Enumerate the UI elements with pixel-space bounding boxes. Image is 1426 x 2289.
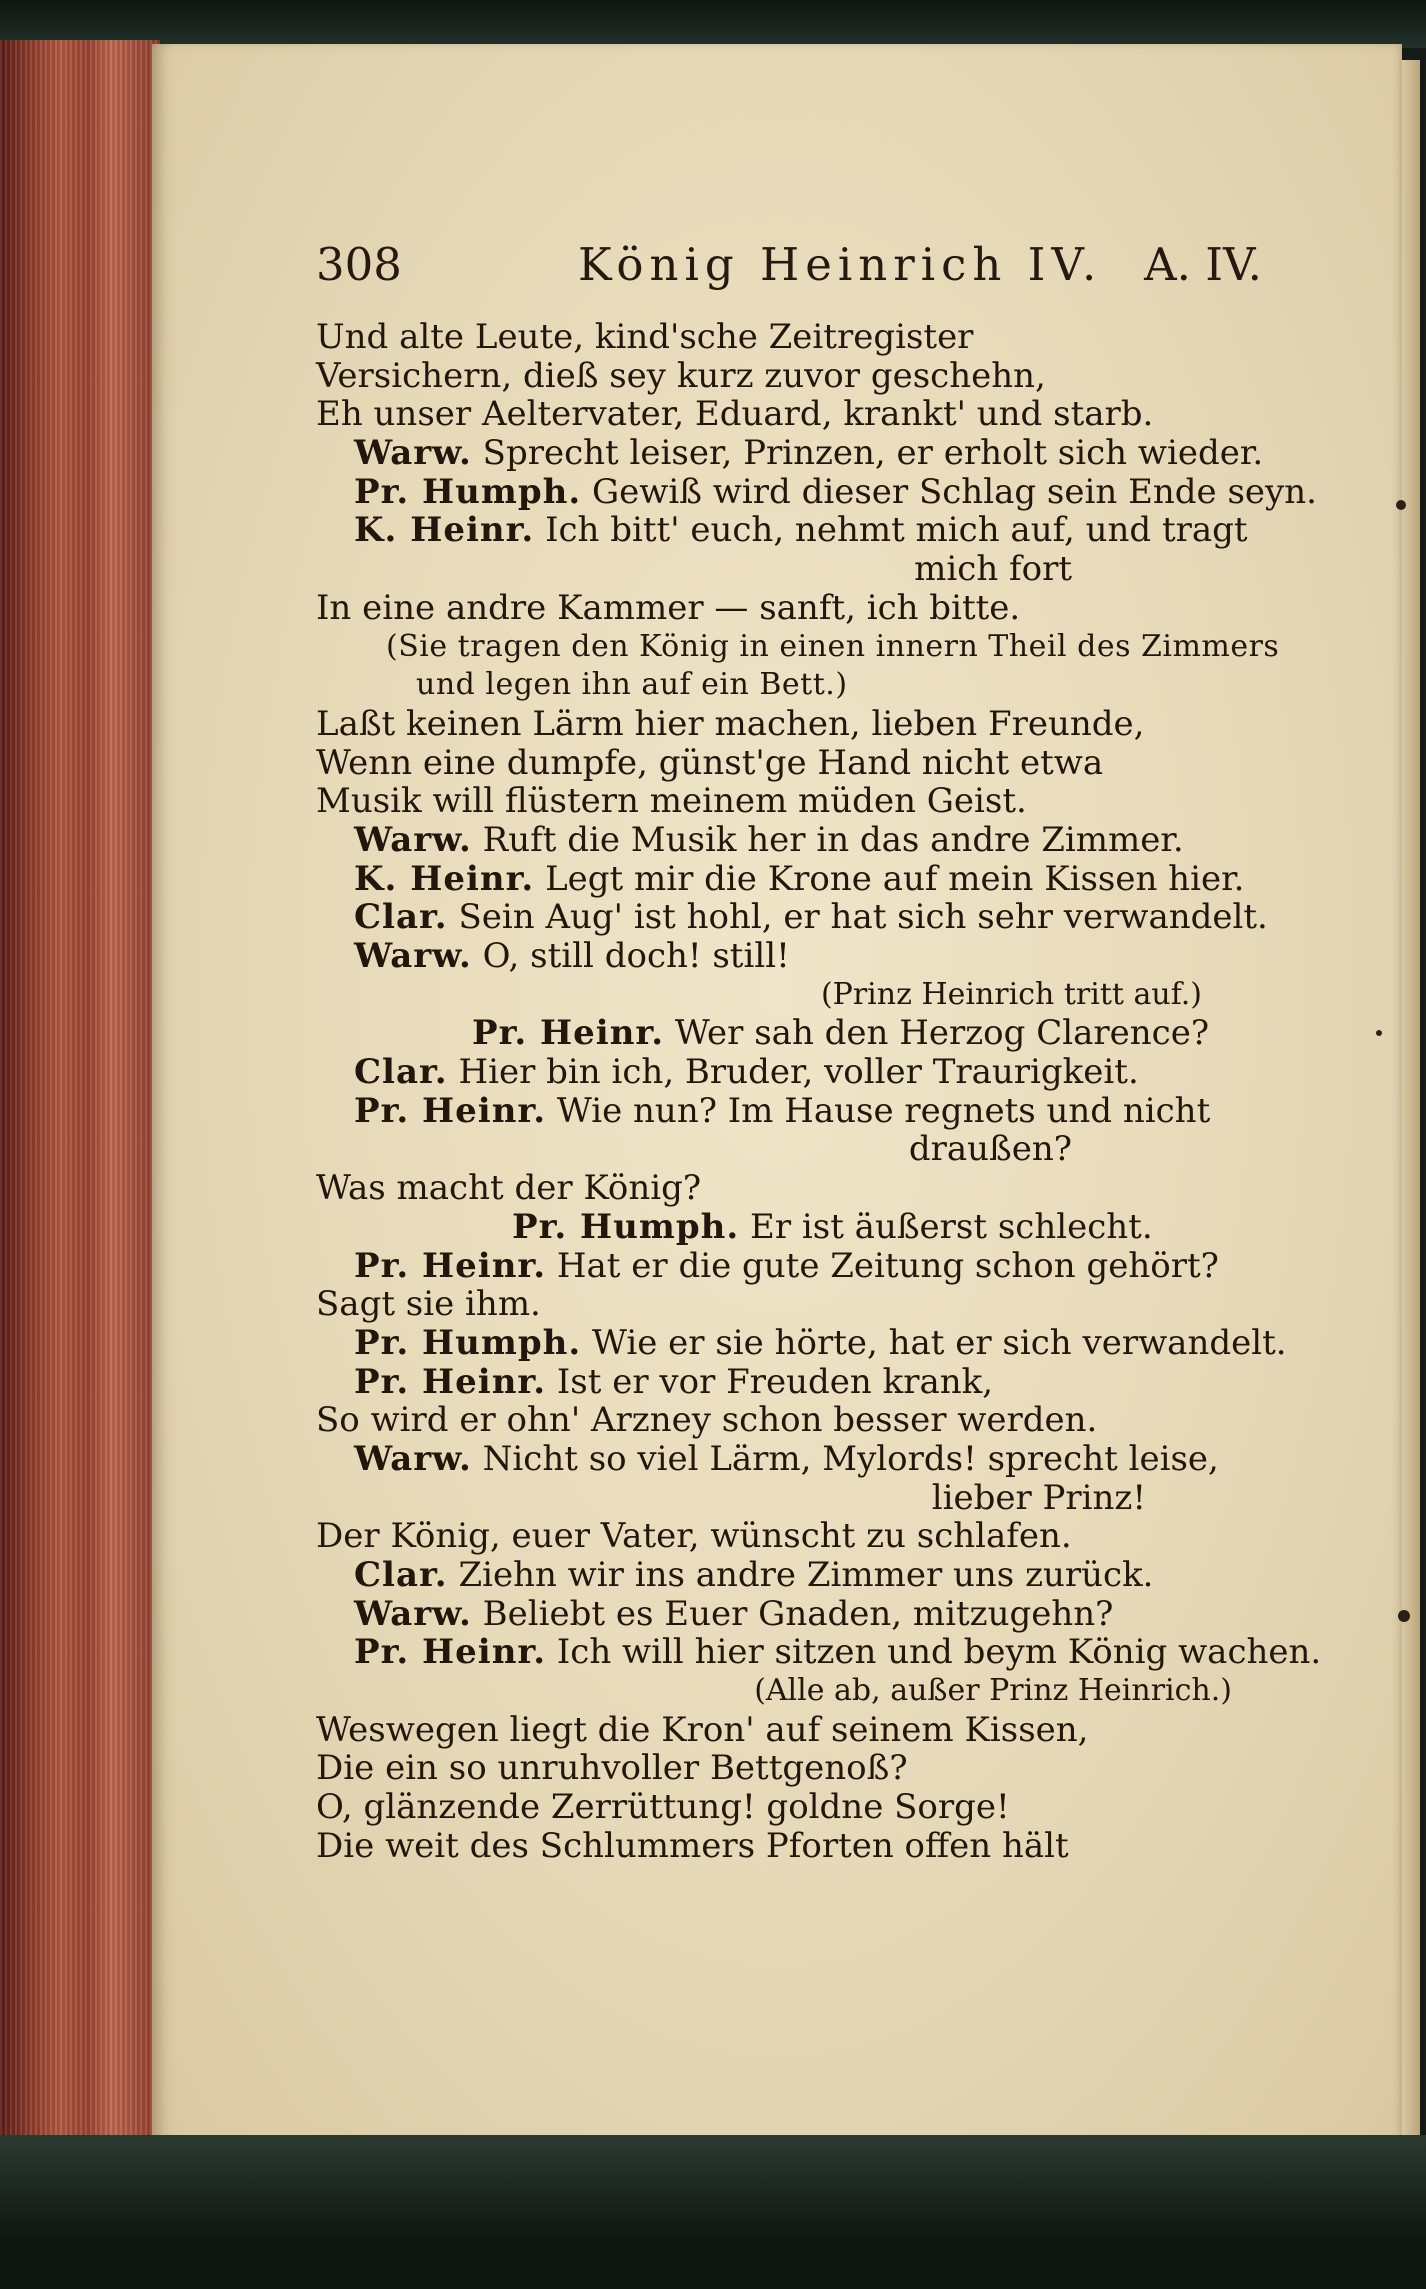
line-text: So wird er ohn' Arzney schon besser werden.: [316, 1400, 1098, 1441]
page-edges-left: [0, 40, 160, 2160]
line-text: Hat er die gute Zeitung schon gehört?: [556, 1245, 1219, 1286]
text-line: [316, 589, 1262, 628]
line-text: Gewiß wird dieser Schlag sein Ende seyn.: [592, 471, 1317, 512]
line-text: Wie er sie hörte, hat er sich verwandelt.: [592, 1322, 1287, 1363]
text-line: [316, 937, 1262, 976]
speaker-name: Warw.: [354, 819, 472, 860]
line-text: Wer sah den Herzog Clarence?: [674, 1013, 1210, 1054]
stage-direction: [316, 1672, 1262, 1711]
text-line: [316, 1517, 1262, 1556]
text-line: [316, 1711, 1262, 1750]
speaker-name: Pr. Heinr.: [472, 1013, 665, 1054]
line-text: In eine andre Kammer — sanft, ich bitte.: [316, 587, 1021, 628]
line-text: lieber Prinz!: [931, 1477, 1146, 1518]
text-line: [316, 550, 1262, 589]
line-text: Ich bitt' euch, nehmt mich auf, und tragt: [545, 510, 1248, 551]
speaker-name: Clar.: [354, 1555, 448, 1595]
margin-speck: [1376, 1030, 1382, 1036]
text-line: [316, 705, 1262, 744]
line-text: Weswegen liegt die Kron' auf seinem Kissen,: [316, 1709, 1089, 1750]
line-text: Wenn eine dumpfe, günst'ge Hand nicht etwa: [316, 742, 1104, 783]
speaker-name: Clar.: [354, 897, 448, 938]
line-text: Der König, euer Vater, wünscht zu schlafen.: [316, 1516, 1072, 1557]
text-line: [316, 511, 1262, 550]
line-text: Wie nun? Im Hause regnets und nicht: [556, 1090, 1211, 1131]
text-line: [316, 782, 1262, 821]
act-indicator: A. IV.: [1144, 238, 1262, 291]
line-text: Legt mir die Krone auf mein Kissen hier.: [545, 858, 1245, 899]
text-line: [316, 1363, 1262, 1402]
line-text: Beliebt es Euer Gnaden, mitzugehn?: [482, 1593, 1114, 1634]
text-line: [316, 357, 1262, 396]
text-line: [316, 860, 1262, 899]
line-text: Eh unser Aeltervater, Eduard, krankt' und starb.: [316, 394, 1154, 435]
line-text: (Sie tragen den König in einen innern Theil des Zimmers: [386, 628, 1280, 664]
running-title: König Heinrich IV.: [578, 238, 1103, 291]
line-text: (Alle ab, außer Prinz Heinrich.): [754, 1673, 1232, 1709]
text-line: [316, 821, 1262, 860]
line-text: mich fort: [914, 549, 1072, 590]
stage-direction: [316, 666, 1262, 705]
play-text: [316, 317, 1322, 1866]
line-text: Ist er vor Freuden krank,: [556, 1361, 994, 1402]
text-line: [316, 897, 1268, 938]
text-line: [316, 1479, 1262, 1518]
speaker-name: K. Heinr.: [354, 858, 535, 899]
speaker-name: K. Heinr.: [354, 510, 535, 551]
line-text: Laßt keinen Lärm hier machen, lieben Freunde,: [316, 703, 1145, 744]
speaker-name: Warw.: [354, 1438, 472, 1479]
speaker-name: Warw.: [354, 1593, 472, 1634]
line-text: draußen?: [908, 1129, 1072, 1170]
speaker-name: Warw.: [354, 433, 472, 474]
text-line: [316, 1014, 1262, 1053]
line-text: Ich will hier sitzen und beym König wachen.: [556, 1632, 1322, 1673]
running-head: [316, 238, 1262, 308]
speaker-name: Pr. Heinr.: [354, 1361, 547, 1402]
text-line: [316, 1053, 1262, 1092]
line-text: Sagt sie ihm.: [316, 1284, 541, 1325]
line-text: Musik will flüstern meinem müden Geist.: [316, 781, 1027, 822]
speaker-name: Warw.: [354, 936, 472, 976]
text-line: [316, 1208, 1262, 1247]
stage-direction: [316, 976, 1262, 1015]
text-line: [316, 1092, 1262, 1131]
speaker-name: Pr. Humph.: [512, 1206, 740, 1247]
text-line: [316, 1247, 1262, 1286]
text-line: [316, 1322, 1287, 1363]
line-text: Nicht so viel Lärm, Mylords! sprecht leise,: [482, 1438, 1219, 1479]
page-number: 308: [316, 238, 402, 291]
line-text: Hier bin ich, Bruder, voller Traurigkeit.: [458, 1052, 1139, 1093]
line-text: O, still doch! still!: [482, 936, 790, 976]
speaker-name: Pr. Heinr.: [354, 1090, 547, 1131]
text-line: [316, 1285, 1262, 1324]
speaker-name: Pr. Heinr.: [354, 1632, 547, 1673]
line-text: Und alte Leute, kind'sche Zeitregister: [316, 317, 974, 357]
text-line: [316, 1401, 1262, 1440]
line-text: Er ist äußerst schlecht.: [750, 1206, 1153, 1247]
text-line: [316, 318, 1262, 357]
line-text: und legen ihn auf ein Bett.): [416, 667, 848, 703]
line-text: Ruft die Musik her in das andre Zimmer.: [482, 819, 1184, 860]
text-line: [316, 1749, 1262, 1788]
text-line: [316, 1632, 1322, 1673]
cover-bottom-edge: [0, 2135, 1426, 2289]
line-text: Ziehn wir ins andre Zimmer uns zurück.: [458, 1555, 1154, 1595]
text-line: [316, 434, 1262, 473]
text-line: [316, 395, 1262, 434]
line-text: Die ein so unruhvoller Bettgenoß?: [316, 1748, 908, 1789]
text-line: [316, 1788, 1262, 1827]
line-text: Sprecht leiser, Prinzen, er erholt sich wieder.: [482, 433, 1264, 474]
text-line: [316, 1827, 1262, 1866]
text-line: [316, 1440, 1262, 1479]
line-text: Was macht der König?: [316, 1168, 702, 1209]
line-text: Die weit des Schlummers Pforten offen hält: [316, 1825, 1069, 1866]
margin-speck: [1398, 1610, 1410, 1622]
text-line: [316, 744, 1262, 783]
text-line: [316, 471, 1317, 512]
text-line: [316, 1595, 1262, 1634]
line-text: O, glänzende Zerrüttung! goldne Sorge!: [316, 1787, 1010, 1828]
stage-direction: [316, 628, 1280, 667]
margin-speck: [1396, 500, 1406, 510]
speaker-name: Pr. Humph.: [354, 471, 582, 512]
text-line: [316, 1169, 1262, 1208]
cover-top-edge: [0, 0, 1426, 48]
line-text: Versichern, dieß sey kurz zuvor geschehn,: [316, 355, 1046, 396]
speaker-name: Clar.: [354, 1052, 448, 1093]
text-line: [316, 1556, 1262, 1595]
speaker-name: Pr. Heinr.: [354, 1245, 547, 1286]
text-line: [316, 1130, 1262, 1169]
speaker-name: Pr. Humph.: [354, 1322, 582, 1363]
line-text: (Prinz Heinrich tritt auf.): [820, 976, 1202, 1012]
line-text: Sein Aug' ist hohl, er hat sich sehr verwandelt.: [458, 897, 1268, 938]
